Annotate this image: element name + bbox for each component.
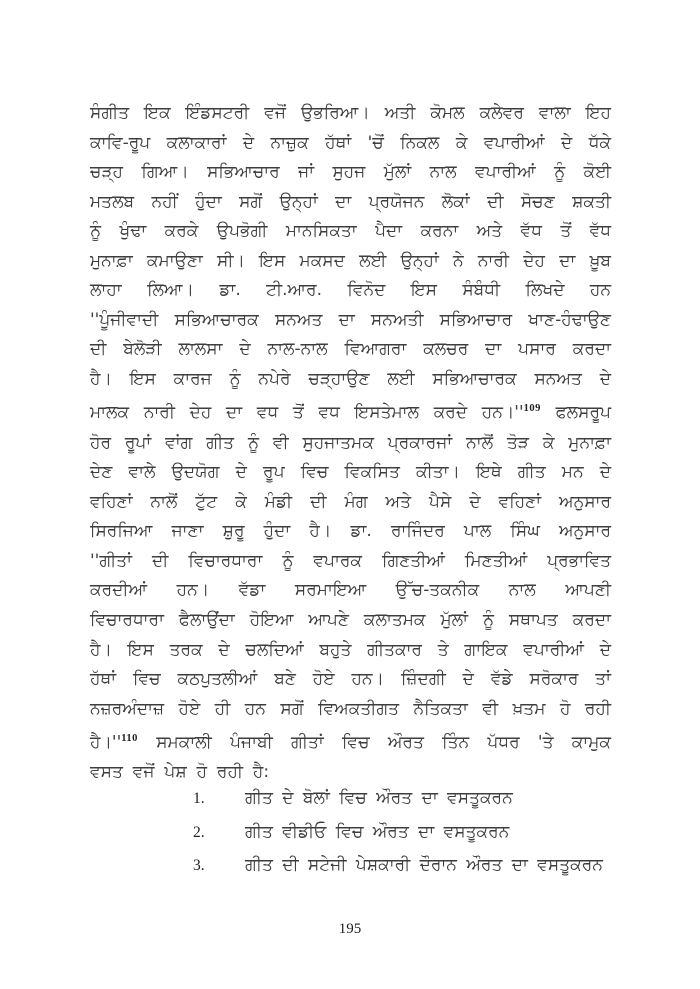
list-item-text: ਗੀਤ ਦੇ ਬੋਲਾਂ ਵਿਚ ਔਰਤ ਦਾ ਵਸਤੂਕਰਨ <box>245 788 513 808</box>
footnote-ref-109: 109 <box>523 403 541 415</box>
line-text: ਹੋਰ ਰੂਪਾਂ ਵਾਂਗ ਗੀਤ ਨੂੰ ਵੀ ਸੁਹਜਾਤਮਕ ਪ੍ਰਕਾਰਜਾਂ ਨਾਲੋਂ ਤੋੜ ਕੇ ਮੁਨਾਫ਼ਾ <box>90 432 611 453</box>
line-text: ਨੂੰ ਖੁੰਢਾ ਕਰਕੇ ਉਪਭੋਗੀ ਮਾਨਸਿਕਤਾ ਪੈਦਾ ਕਰਨਾ ਅਤੇ ਵੱਧ ਤੋਂ ਵੱਧ <box>90 221 611 242</box>
paragraph-line <box>90 429 611 459</box>
paragraph-line <box>90 665 611 695</box>
paragraph-line <box>90 394 611 428</box>
list-item-number: 3. <box>193 857 205 874</box>
line-text: ਕਰਦੀਆਂ ਹਨ। ਵੱਡਾ ਸਰਮਾਇਆ ਉੱਚ-ਤਕਨੀਕ ਨਾਲ ਆਪਣੀ <box>90 580 611 601</box>
line-text: ਦੇਣ ਵਾਲੇ ਉਦਯੋਗ ਦੇ ਰੂਪ ਵਿਚ ਵਿਕਸਿਤ ਕੀਤਾ। ਇਥੇ ਗੀਤ ਮਨ ਦੇ <box>90 462 611 483</box>
footnote-ref-110: 110 <box>121 733 138 745</box>
line-text: ਵਿਚਾਰਧਾਰਾ ਫੈਲਾਉਂਦਾ ਹੋਇਆ ਆਪਣੇ ਕਲਾਤਮਕ ਮੁੱਲਾਂ ਨੂੰ ਸਥਾਪਤ ਕਰਦਾ <box>90 609 611 630</box>
line-text: ਹੱਥਾਂ ਵਿਚ ਕਠਪੁਤਲੀਆਂ ਬਣੇ ਹੋਏ ਹਨ। ਜ਼ਿੰਦਗੀ ਦੇ ਵੱਡੇ ਸਰੋਕਾਰ ਤਾਂ <box>90 669 611 690</box>
line-text: ਲਾਹਾ ਲਿਆ। ਡਾ. ਟੀ.ਆਰ. ਵਿਨੋਦ ਇਸ ਸੰਬੰਧੀ ਲਿਖਦੇ ਹਨ <box>90 280 611 301</box>
line-text: ''ਪੂੰਜੀਵਾਦੀ ਸਭਿਆਚਾਰਕ ਸਨਅਤ ਦਾ ਸਨਅਤੀ ਸਭਿਆਚਾਰ ਖਾਣ-ਹੰਢਾਉਣ <box>90 309 611 330</box>
line-text: ਹੈ।'' <box>90 732 122 753</box>
paragraph-line <box>90 129 611 159</box>
paragraph-line <box>90 158 611 188</box>
paragraph-line <box>90 335 611 365</box>
line-text: ਫਲਸਰੂਪ <box>540 403 611 424</box>
paragraph-line <box>90 276 611 306</box>
line-text: ਚੜ੍ਹ ਗਿਆ। ਸਭਿਆਚਾਰ ਜਾਂ ਸੁਹਜ ਮੁੱਲਾਂ ਨਾਲ ਵਪਾਰੀਆਂ ਨੂੰ ਕੋਈ <box>90 162 611 183</box>
list-item <box>190 849 611 883</box>
page-number: 195 <box>338 921 362 937</box>
list-item-text: ਗੀਤ ਵੀਡੀਓ ਵਿਚ ਔਰਤ ਦਾ ਵਸਤੂਕਰਨ <box>245 821 510 842</box>
paragraph-line <box>90 458 611 488</box>
line-text: ਮੁਨਾਫ਼ਾ ਕਮਾਉਣਾ ਸੀ। ਇਸ ਮਕਸਦ ਲਈ ਉਨ੍ਹਾਂ ਨੇ ਨਾਰੀ ਦੇਹ ਦਾ ਖ਼ੂਬ <box>90 250 611 271</box>
paragraph-line <box>90 188 611 218</box>
list-item <box>190 782 611 816</box>
line-text: ਸਮਕਾਲੀ ਪੰਜਾਬੀ ਗੀਤਾਂ ਵਿਚ ਔਰਤ ਤਿੰਨ ਪੱਧਰ 'ਤੇ ਕਾਮੁਕ <box>137 732 611 753</box>
line-text: ਸਿਰਜਿਆ ਜਾਣਾ ਸ਼ੁਰੂ ਹੁੰਦਾ ਹੈ। ਡਾ. ਰਾਜਿੰਦਰ ਪਾਲ ਸਿੰਘ ਅਨੁਸਾਰ <box>90 521 611 542</box>
list-item-text: ਗੀਤ ਦੀ ਸਟੇਜੀ ਪੇਸ਼ਕਾਰੀ ਦੌਰਾਨ ਔਰਤ ਦਾ ਵਸਤੂਕਰਨ <box>245 855 603 875</box>
list-item-number: 1. <box>193 790 205 807</box>
line-text: ਕਾਵਿ-ਰੂਪ ਕਲਾਕਾਰਾਂ ਦੇ ਨਾਜ਼ੁਕ ਹੱਥਾਂ 'ਚੋਂ ਨਿਕਲ ਕੇ ਵਪਾਰੀਆਂ ਦੇ ਧੱਕੇ <box>90 132 611 153</box>
numbered-list <box>190 782 611 883</box>
paragraph-line <box>90 488 611 518</box>
paragraph-line <box>90 517 611 547</box>
paragraph-line <box>90 365 611 395</box>
line-text: ''ਗੀਤਾਂ ਦੀ ਵਿਚਾਰਧਾਰਾ ਨੂੰ ਵਪਾਰਕ ਗਿਣਤੀਆਂ ਮਿਣਤੀਆਂ ਪ੍ਰਭਾਵਿਤ <box>90 550 611 571</box>
line-text: ਸੰਗੀਤ ਇਕ ਇੰਡਸਟਰੀ ਵਜੋਂ ਉਭਰਿਆ। ਅਤੀ ਕੋਮਲ ਕਲੇਵਰ ਵਾਲਾ ਇਹ <box>90 103 611 123</box>
line-text: ਹੈ। ਇਸ ਤਰਕ ਦੇ ਚਲਦਿਆਂ ਬਹੁਤੇ ਗੀਤਕਾਰ ਤੇ ਗਾਇਕ ਵਪਾਰੀਆਂ ਦੇ <box>90 639 611 660</box>
body-text <box>90 99 611 788</box>
line-text: ਵਸਤ ਵਜੋਂ ਪੇਸ਼ ਹੋ ਰਹੀ ਹੈ: <box>90 762 270 783</box>
paragraph-line <box>90 247 611 277</box>
line-text: ਮਤਲਬ ਨਹੀਂ ਹੁੰਦਾ ਸਗੋਂ ਉਨ੍ਹਾਂ ਦਾ ਪ੍ਰਯੋਜਨ ਲੋਕਾਂ ਦੀ ਸੋਚਣ ਸ਼ਕਤੀ <box>90 191 611 212</box>
list-item-number: 2. <box>193 823 205 841</box>
line-text: ਹੈ। ਇਸ ਕਾਰਜ ਨੂੰ ਨਪੇਰੇ ਚੜ੍ਹਾਉਣ ਲਈ ਸਭਿਆਚਾਰਕ ਸਨਅਤ ਦੇ <box>90 368 611 389</box>
paragraph-line <box>90 724 611 758</box>
paragraph-line <box>90 636 611 666</box>
line-text: ਮਾਲਕ ਨਾਰੀ ਦੇਹ ਦਾ ਵਧ ਤੋਂ ਵਧ ਇਸਤੇਮਾਲ ਕਰਦੇ ਹਨ।'' <box>90 403 524 424</box>
paragraph-line <box>90 606 611 636</box>
line-text: ਵਹਿਣਾਂ ਨਾਲੋਂ ਟੁੱਟ ਕੇ ਮੰਡੀ ਦੀ ਮੰਗ ਅਤੇ ਪੈਸੇ ਦੇ ਵਹਿਣਾਂ ਅਨੁਸਾਰ <box>90 491 611 512</box>
line-text: ਦੀ ਬੇਲੋੜੀ ਲਾਲਸਾ ਦੇ ਨਾਲ-ਨਾਲ ਵਿਆਗਰਾ ਕਲਚਰ ਦਾ ਪਸਾਰ ਕਰਦਾ <box>90 339 611 360</box>
paragraph-line <box>90 99 611 129</box>
paragraph-line <box>90 695 611 725</box>
paragraph-line <box>90 576 611 606</box>
line-text: ਨਜ਼ਰਅੰਦਾਜ਼ ਹੋਏ ਹੀ ਹਨ ਸਗੋਂ ਵਿਅਕਤੀਗਤ ਨੈਤਿਕਤਾ ਵੀ ਖ਼ਤਮ ਹੋ ਰਹੀ <box>90 698 611 719</box>
list-item <box>190 816 611 850</box>
paragraph-line <box>90 217 611 247</box>
paragraph-line <box>90 547 611 577</box>
paragraph-line <box>90 306 611 336</box>
